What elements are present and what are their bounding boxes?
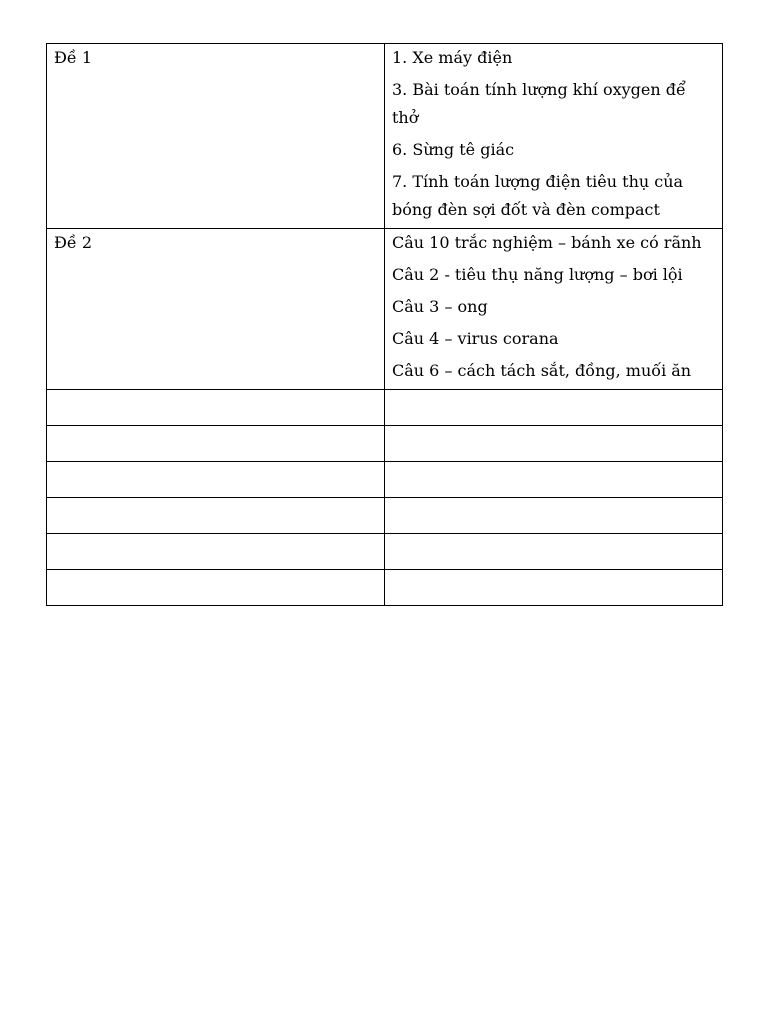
table-row-empty — [47, 534, 723, 570]
table-row-de-1 — [47, 44, 723, 229]
table-cell-empty — [385, 570, 723, 606]
table-cell-empty — [385, 390, 723, 426]
table-cell-empty — [47, 426, 385, 462]
list-item: 6. Sừng tê giác — [392, 140, 515, 159]
row-label: Đề 2 — [54, 233, 93, 252]
table-cell-empty — [47, 462, 385, 498]
list-item: Câu 10 trắc nghiệm – bánh xe có rãnh — [392, 233, 702, 252]
table-row-empty — [47, 570, 723, 606]
list-item: Câu 3 – ong — [392, 297, 488, 316]
table-cell-label — [47, 44, 385, 229]
table-row-empty — [47, 390, 723, 426]
list-item: Câu 6 – cách tách sắt, đồng, muối ăn — [392, 361, 692, 380]
table-cell-empty — [47, 534, 385, 570]
table-cell-label — [47, 229, 385, 390]
list-item: Câu 2 - tiêu thụ năng lượng – bơi lội — [392, 265, 683, 284]
table-cell-empty — [385, 534, 723, 570]
table-row-de-2 — [47, 229, 723, 390]
table-cell-empty — [385, 462, 723, 498]
table-cell-empty — [385, 426, 723, 462]
list-item: Câu 4 – virus corana — [392, 329, 559, 348]
table-cell-empty — [385, 498, 723, 534]
list-item: 1. Xe máy điện — [392, 48, 513, 67]
list-item: 7. Tính toán lượng điện tiêu thụ của bóng đèn sợi đốt và đèn compact — [392, 172, 684, 219]
table-cell-empty — [47, 498, 385, 534]
row-label: Đề 1 — [54, 48, 93, 67]
table-cell-items — [385, 44, 723, 229]
table-cell-empty — [47, 390, 385, 426]
topics-table — [46, 43, 723, 606]
table-row-empty — [47, 426, 723, 462]
table-cell-items — [385, 229, 723, 390]
table-row-empty — [47, 498, 723, 534]
table-cell-empty — [47, 570, 385, 606]
table-row-empty — [47, 462, 723, 498]
list-item: 3. Bài toán tính lượng khí oxygen để thở — [392, 80, 686, 127]
